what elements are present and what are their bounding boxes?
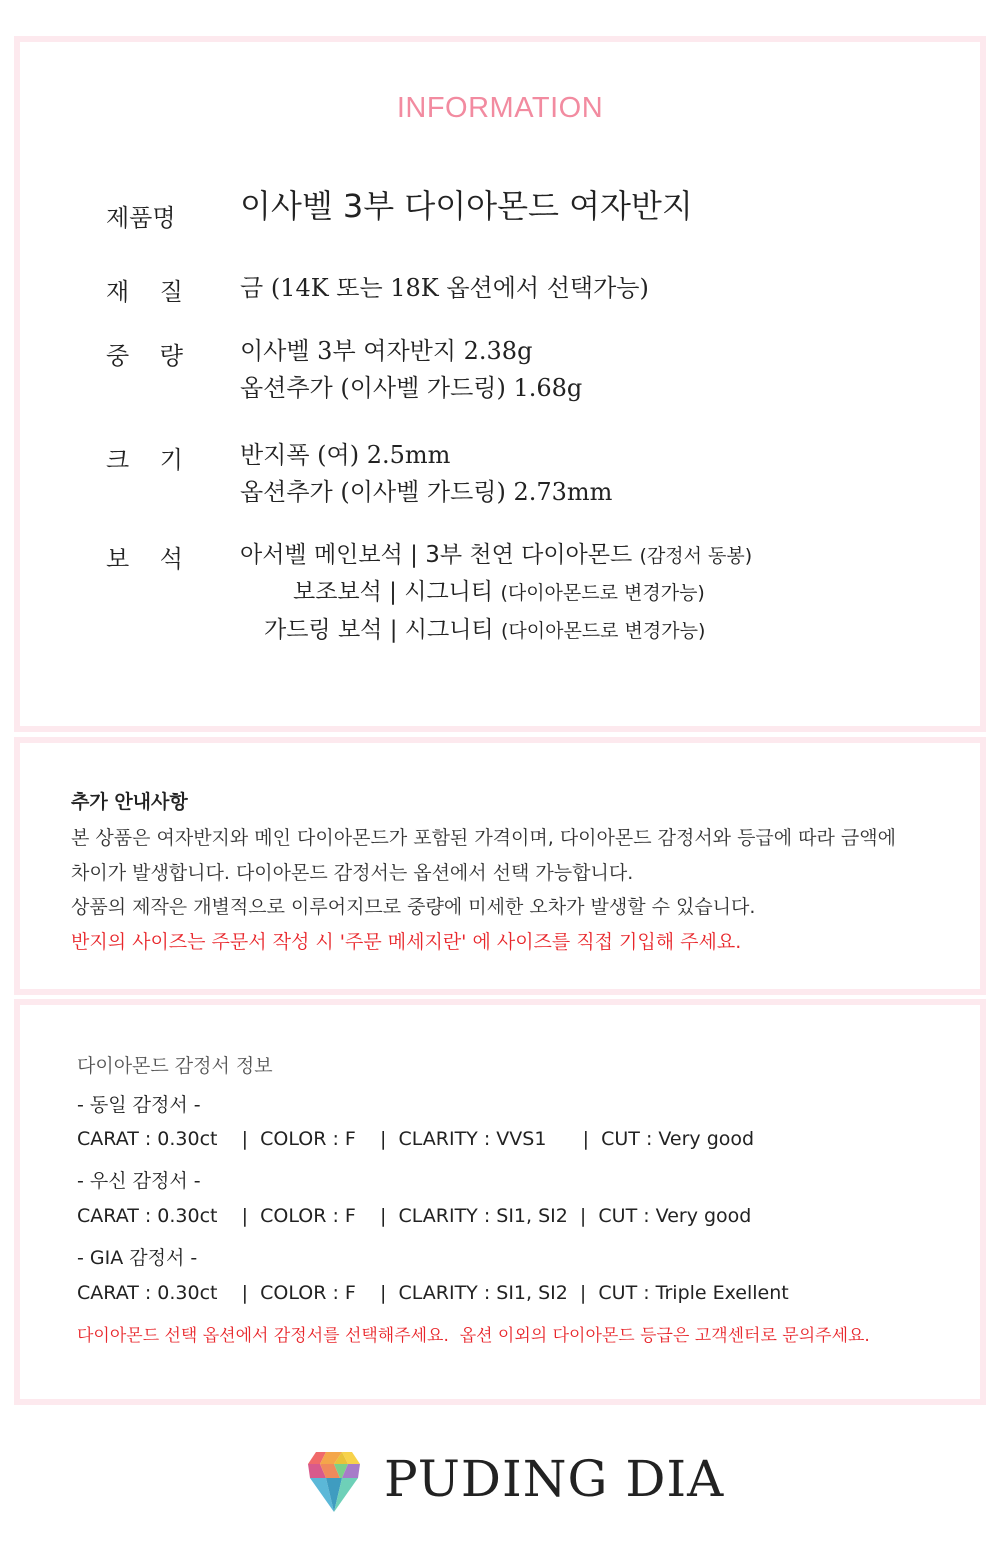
gem-line-guard-note: (다이아몬드로 변경가능) — [500, 620, 706, 642]
gem-line-main — [240, 536, 752, 569]
material-label: 재 질 — [106, 278, 183, 306]
certificate-spec-dongil: CARAT : 0.30ct | COLOR : F | CLARITY : VVS1 | CUT : Very good — [77, 1128, 755, 1150]
extra-info-panel-body — [20, 743, 980, 989]
extra-info-line-3: 상품의 제작은 개별적으로 이루어지므로 중량에 미세한 오차가 발생할 수 있습니다. — [71, 896, 756, 918]
information-panel-body — [20, 42, 980, 726]
certificate-heading-gia: - GIA 감정서 - — [77, 1247, 198, 1269]
certificate-notice: 다이아몬드 선택 옵션에서 감정서를 선택해주세요. 옵션 이외의 다이아몬드 등급은 고객센터로 문의주세요. — [77, 1326, 870, 1346]
extra-info-line-1: 본 상품은 여자반지와 메인 다이아몬드가 포함된 가격이며, 다이아몬드 감정서와 등급에 따라 금액에 — [71, 827, 896, 849]
size-value-2: 옵션추가 (이사벨 가드링) 2.73mm — [240, 478, 613, 506]
product-name-label: 제품명 — [106, 204, 176, 232]
certificate-heading-woosin: - 우신 감정서 - — [77, 1170, 201, 1192]
gem-line-guard — [264, 611, 705, 644]
gem-line-sub — [293, 573, 705, 606]
extra-info-panel — [14, 737, 986, 995]
gem-line-main-text: 아서벨 메인보석 | 3부 천연 다이아몬드 — [240, 542, 640, 568]
certificate-spec-gia: CARAT : 0.30ct | COLOR : F | CLARITY : SI1, SI2 | CUT : Triple Exellent — [77, 1282, 789, 1304]
size-label: 크 기 — [106, 446, 183, 474]
certificate-title: 다이아몬드 감정서 정보 — [77, 1055, 273, 1077]
product-name-value: 이사벨 3부 다이아몬드 여자반지 — [240, 187, 693, 225]
gem-line-sub-note: (다이아몬드로 변경가능) — [500, 582, 705, 604]
diamond-logo-icon — [306, 1450, 362, 1516]
weight-label: 중 량 — [106, 342, 183, 370]
information-title: INFORMATION — [396, 92, 604, 124]
certificate-heading-dongil: - 동일 감정서 - — [77, 1094, 201, 1116]
certificate-spec-woosin: CARAT : 0.30ct | COLOR : F | CLARITY : SI1, SI2 | CUT : Very good — [77, 1205, 752, 1227]
extra-info-title: 추가 안내사항 — [71, 791, 188, 813]
extra-info-size-notice: 반지의 사이즈는 주문서 작성 시 '주문 메세지란' 에 사이즈를 직접 기입해 주세요. — [71, 931, 742, 953]
certificate-panel-body — [20, 1005, 980, 1399]
gem-line-guard-text: 가드링 보석 | 시그니티 — [264, 617, 501, 643]
material-value: 금 (14K 또는 18K 옵션에서 선택가능) — [240, 274, 649, 302]
size-value-1: 반지폭 (여) 2.5mm — [240, 441, 451, 469]
gem-line-main-note: (감정서 동봉) — [639, 545, 753, 567]
information-panel — [14, 36, 986, 732]
gem-label: 보 석 — [106, 545, 183, 573]
brand-logo — [306, 1448, 725, 1518]
weight-value-2: 옵션추가 (이사벨 가드링) 1.68g — [240, 374, 583, 402]
extra-info-line-2: 차이가 발생합니다. 다이아몬드 감정서는 옵션에서 선택 가능합니다. — [71, 862, 634, 884]
weight-value-1: 이사벨 3부 여자반지 2.38g — [240, 337, 533, 365]
brand-name: PUDING DIA — [384, 1450, 725, 1508]
certificate-panel — [14, 999, 986, 1405]
gem-line-sub-text: 보조보석 | 시그니티 — [293, 579, 501, 605]
